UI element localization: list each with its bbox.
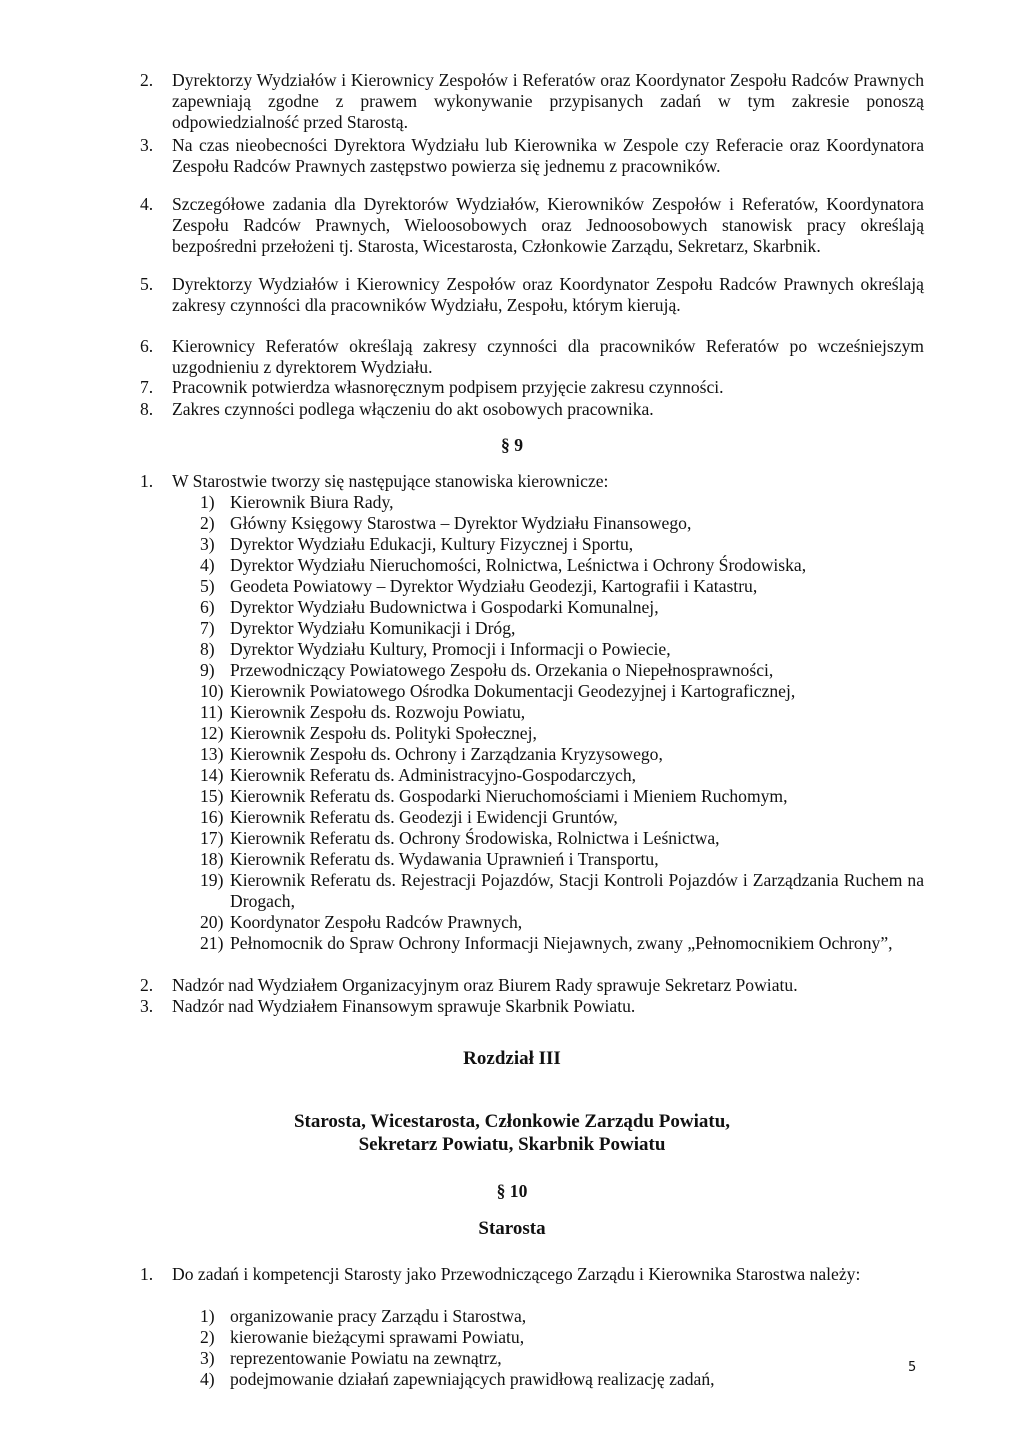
list-item: Kierownik Referatu ds. Wydawania Uprawnień i Transportu, — [230, 849, 659, 869]
list-item-number: 2) — [200, 1327, 215, 1347]
list-item-number: 10) — [200, 681, 224, 701]
list-item-number: 7) — [200, 618, 215, 638]
list-item-number: 15) — [200, 786, 224, 806]
list-item-number: 4) — [200, 555, 215, 575]
paragraph-item-3: Na czas nieobecności Dyrektora Wydziału lub Kierownika w Zespole czy Referacie oraz Koordynatora Zespołu Radców Prawnych zastępstwo powierza się jednemu z pracowników. — [172, 135, 924, 176]
item-number: 1. — [140, 471, 154, 491]
paragraph-item-5: Dyrektorzy Wydziałów i Kierownicy Zespołów oraz Koordynator Zespołu Radców Prawnych określają zakresy czynności dla pracowników Wydziału, Zespołu, którym kierują. — [172, 274, 924, 315]
list-item: organizowanie pracy Zarządu i Starostwa, — [230, 1306, 527, 1326]
item-number: 3. — [140, 996, 154, 1016]
item-number: 4. — [140, 194, 154, 214]
list-item: Dyrektor Wydziału Komunikacji i Dróg, — [230, 618, 516, 638]
list-item: Przewodniczący Powiatowego Zespołu ds. Orzekania o Niepełnosprawności, — [230, 660, 774, 680]
item-number: 3. — [140, 135, 154, 155]
chapter-subtitle-line-2: Sekretarz Powiatu, Skarbnik Powiatu — [358, 1134, 666, 1155]
paragraph-item-7: Pracownik potwierdza własnoręcznym podpisem przyjęcie zakresu czynności. — [172, 377, 724, 397]
item-number: 7. — [140, 377, 154, 397]
list-item-number: 21) — [200, 933, 224, 953]
paragraph-item-2: Dyrektorzy Wydziałów i Kierownicy Zespołów i Referatów oraz Koordynator Zespołu Radców Prawnych zapewniają zgodne z prawem wykonywanie przypisanych zadań w tym zakresie ponoszą odpowiedzialność przed Starostą. — [172, 70, 924, 132]
list-item: Dyrektor Wydziału Kultury, Promocji i Informacji o Powiecie, — [230, 639, 671, 659]
page-number: 5 — [908, 1360, 917, 1375]
list-item-number: 18) — [200, 849, 224, 869]
section-heading-9: § 9 — [501, 435, 523, 455]
item-number: 2. — [140, 975, 154, 995]
section9-intro: W Starostwie tworzy się następujące stanowiska kierownicze: — [172, 471, 609, 491]
item-number: 5. — [140, 274, 154, 294]
list-item-number: 12) — [200, 723, 224, 743]
section9-item-3: Nadzór nad Wydziałem Finansowym sprawuje Skarbnik Powiatu. — [172, 996, 636, 1016]
list-item: Kierownik Referatu ds. Ochrony Środowiska, Rolnictwa i Leśnictwa, — [230, 828, 720, 848]
list-item-number: 13) — [200, 744, 224, 764]
list-item-number: 11) — [200, 702, 223, 722]
list-item: podejmowanie działań zapewniających prawidłową realizację zadań, — [230, 1369, 715, 1389]
list-item: Kierownik Powiatowego Ośrodka Dokumentacji Geodezyjnej i Kartograficznej, — [230, 681, 796, 701]
paragraph-item-8: Zakres czynności podlega włączeniu do akt osobowych pracownika. — [172, 399, 654, 419]
list-item-number: 5) — [200, 576, 215, 596]
list-item: Kierownik Referatu ds. Rejestracji Pojazdów, Stacji Kontroli Pojazdów i Zarządzania Ruchem na Drogach, — [230, 870, 924, 911]
section9-item-2: Nadzór nad Wydziałem Organizacyjnym oraz Biurem Rady sprawuje Sekretarz Powiatu. — [172, 975, 798, 995]
list-item: Pełnomocnik do Spraw Ochrony Informacji Niejawnych, zwany „Pełnomocnikiem Ochrony”, — [230, 933, 893, 953]
item-number: 1. — [140, 1264, 154, 1284]
item-number: 8. — [140, 399, 154, 419]
paragraph-item-4: Szczegółowe zadania dla Dyrektorów Wydziałów, Kierowników Zespołów i Referatów, Koordynatora Zespołu Radców Prawnych, Wieloosobowych oraz Jednoosobowych stanowisk pracy określają bezpośredni przełożeni tj. Starosta, Wicestarosta, Członkowie Zarządu, Sekretarz, Skarbnik. — [172, 194, 924, 256]
list-item: Kierownik Zespołu ds. Ochrony i Zarządzania Kryzysowego, — [230, 744, 663, 764]
section10-intro: Do zadań i kompetencji Starosty jako Przewodniczącego Zarządu i Kierownika Starostwa należy: — [172, 1264, 861, 1284]
list-item: Dyrektor Wydziału Budownictwa i Gospodarki Komunalnej, — [230, 597, 659, 617]
list-item-number: 14) — [200, 765, 224, 785]
list-item: Kierownik Zespołu ds. Rozwoju Powiatu, — [230, 702, 526, 722]
list-item-number: 20) — [200, 912, 224, 932]
list-item: Dyrektor Wydziału Edukacji, Kultury Fizycznej i Sportu, — [230, 534, 634, 554]
chapter-subtitle-line-1: Starosta, Wicestarosta, Członkowie Zarządu Powiatu, — [293, 1111, 731, 1132]
list-item-number: 2) — [200, 513, 215, 533]
list-item: reprezentowanie Powiatu na zewnątrz, — [230, 1348, 502, 1368]
list-item-number: 3) — [200, 534, 215, 554]
list-item-number: 9) — [200, 660, 215, 680]
chapter-title: Rozdział III — [463, 1048, 561, 1069]
list-item-number: 17) — [200, 828, 224, 848]
list-item-number: 4) — [200, 1369, 215, 1389]
list-item: Kierownik Referatu ds. Administracyjno-Gospodarczych, — [230, 765, 637, 785]
list-item: kierowanie bieżącymi sprawami Powiatu, — [230, 1327, 525, 1347]
list-item: Kierownik Referatu ds. Geodezji i Ewidencji Gruntów, — [230, 807, 618, 827]
list-item: Koordynator Zespołu Radców Prawnych, — [230, 912, 523, 932]
list-item-number: 16) — [200, 807, 224, 827]
item-number: 2. — [140, 70, 154, 90]
section-heading-10: § 10 — [496, 1181, 528, 1201]
item-number: 6. — [140, 336, 154, 356]
list-item: Kierownik Zespołu ds. Polityki Społecznej, — [230, 723, 537, 743]
list-item: Kierownik Biura Rady, — [230, 492, 394, 512]
list-item-number: 1) — [200, 492, 215, 512]
list-item-number: 8) — [200, 639, 215, 659]
list-item-number: 19) — [200, 870, 224, 890]
list-item: Dyrektor Wydziału Nieruchomości, Rolnictwa, Leśnictwa i Ochrony Środowiska, — [230, 555, 807, 575]
list-item-number: 3) — [200, 1348, 215, 1368]
list-item: Geodeta Powiatowy – Dyrektor Wydziału Geodezji, Kartografii i Katastru, — [230, 576, 758, 596]
list-item: Kierownik Referatu ds. Gospodarki Nieruchomościami i Mieniem Ruchomym, — [230, 786, 788, 806]
paragraph-item-6: Kierownicy Referatów określają zakresy czynności dla pracowników Referatów po wcześniejszym uzgodnieniu z dyrektorem Wydziału. — [172, 336, 924, 377]
section-subheading: Starosta — [478, 1218, 546, 1239]
list-item-number: 6) — [200, 597, 215, 617]
list-item-number: 1) — [200, 1306, 215, 1326]
list-item: Główny Księgowy Starostwa – Dyrektor Wydziału Finansowego, — [230, 513, 692, 533]
